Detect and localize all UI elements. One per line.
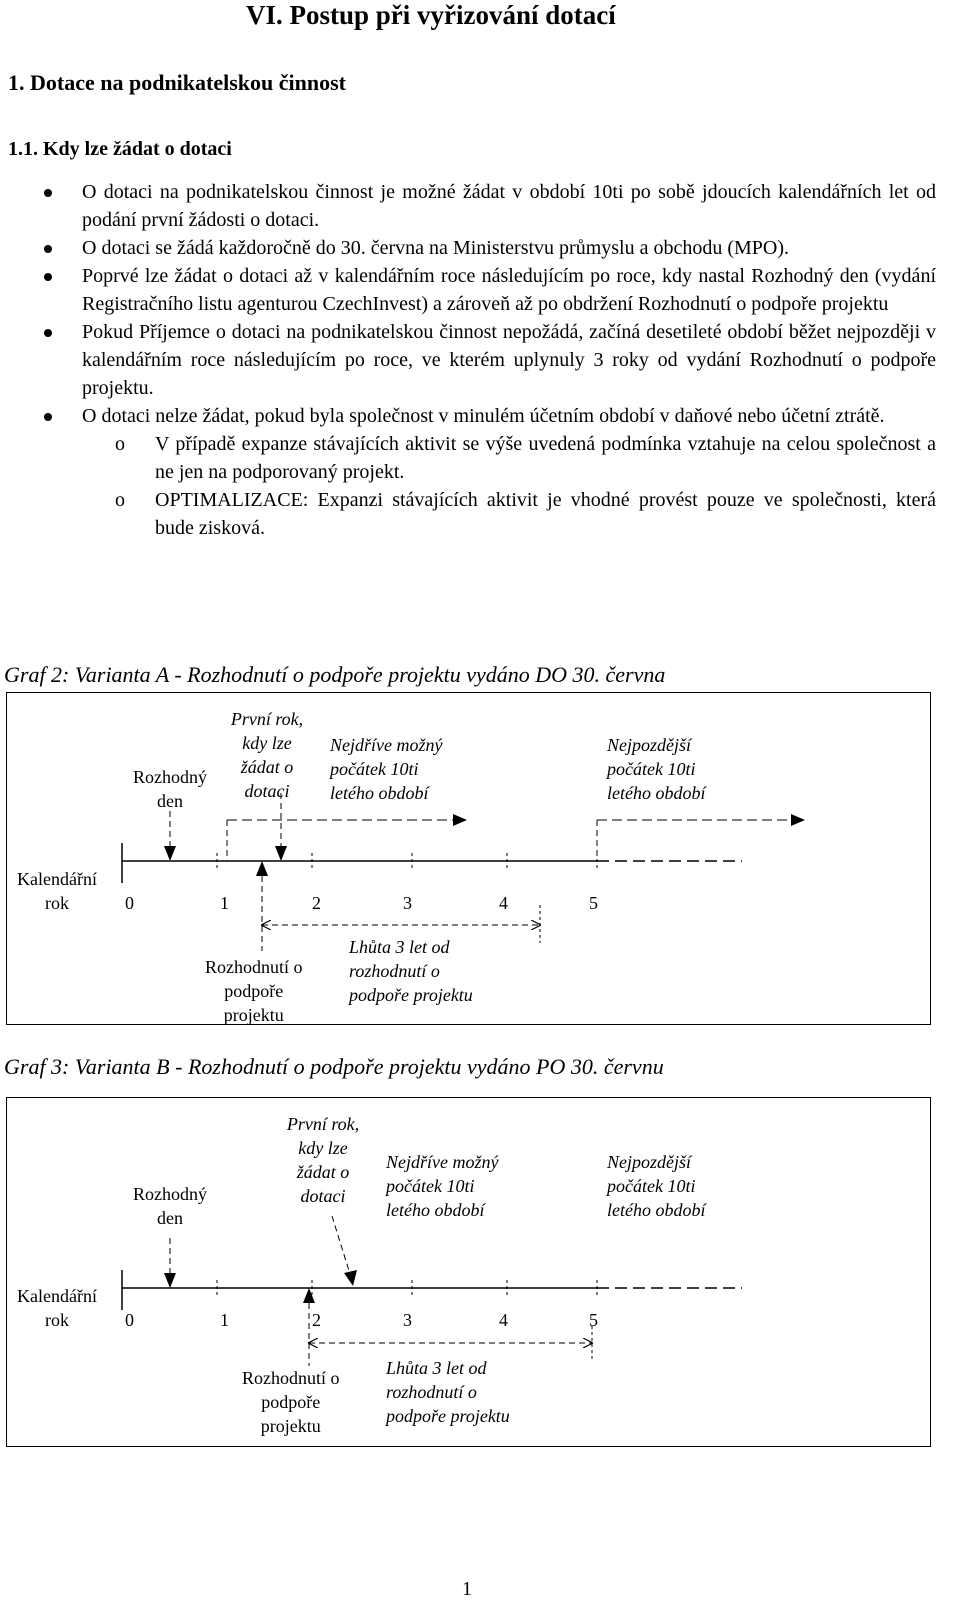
bullet-icon [44,245,52,253]
year-label: 5 [589,893,598,913]
rozhodnuti-label: Rozhodnutí o podpoře projektu [205,957,303,1025]
sub-list-item [115,486,936,542]
bullet-text: O dotaci se žádá každoročně do 30. června na Ministerstvu průmyslu a obchodu (MPO). [82,237,790,259]
bullet-text: O dotaci na podnikatelskou činnost je možné žádat v období 10ti po sobě jdoucích kalendářních let od podání první žádosti o dotaci. [82,181,936,231]
rozhodny-den-label: Rozhodný den [133,767,207,811]
prvni-rok-label: První rok, kdy lze žádat o dotaci [286,1114,360,1206]
bullet-text: Pokud Příjemce o dotaci na podnikatelskou činnost nepožádá, začíná desetileté období běžet nejpozději v kalendářním roce následujícím po roce, ve kterém uplynuly 3 roky od vydání Rozhodnutí o podpoře projektu. [82,321,936,399]
rozhodny-den-label: Rozhodný den [133,1184,207,1228]
bullet-icon [44,413,52,421]
bullet-text: O dotaci nelze žádat, pokud byla společnost v minulém účetním období v daňové nebo účetní ztrátě. [82,405,885,427]
page-number: 1 [462,1578,472,1600]
year-label: 5 [589,1310,598,1330]
prvni-rok-label: První rok, kdy lze žádat o dotaci [230,709,304,801]
list-item [82,234,936,262]
list-item [82,262,936,318]
kalendarni-rok-label: Kalendářní rok [17,869,97,913]
nejpozdeji-label: Nejpozdější počátek 10ti letého období [607,735,706,803]
graph2-diagram [6,692,931,1025]
year-label: 1 [220,1310,229,1330]
list-item [82,402,936,430]
bullet-icon [44,273,52,281]
subbullet-text: V případě expanze stávajících aktivit se výše uvedená podmínka vztahuje na celou společnost a ne jen na podporovaný projekt. [155,433,936,483]
year-label: 3 [403,1310,412,1330]
bullet-list [0,178,960,542]
chapter-title: VI. Postup při vyřizování dotací [246,0,616,30]
nejdrive-label: Nejdříve možný počátek 10ti letého období [330,735,443,803]
lhuta-label: Lhůta 3 let od rozhodnutí o podpoře projektu [386,1358,510,1426]
list-item [82,178,936,234]
sub-list-item [115,430,936,486]
circle-bullet-icon: o [115,433,125,455]
rozhodnuti-label: Rozhodnutí o podpoře projektu [242,1368,340,1436]
subsection-heading: 1.1. Kdy lze žádat o dotaci [8,138,232,160]
nejpozdeji-label: Nejpozdější počátek 10ti letého období [607,1152,706,1220]
year-label: 4 [499,1310,508,1330]
year-label: 3 [403,893,412,913]
list-item [82,318,936,402]
bullet-text: Poprvé lze žádat o dotaci až v kalendářním roce následujícím po roce, kdy nastal Rozhodný den (vydání Registračního listu agenturou CzechInvest) a zároveň až po obdržení Rozhodnutí o podpoře projektu [82,265,936,315]
kalendarni-rok-label: Kalendářní rok [17,1286,97,1330]
year-label: 0 [125,1310,134,1330]
graph3-diagram [6,1097,931,1447]
circle-bullet-icon: o [115,489,125,511]
graph2-caption: Graf 2: Varianta A - Rozhodnutí o podpoře projektu vydáno DO 30. června [4,662,666,687]
year-label: 2 [312,1310,321,1330]
bullet-icon [44,189,52,197]
bullet-icon [44,329,52,337]
year-label: 0 [125,893,134,913]
year-label: 1 [220,893,229,913]
section-heading: 1. Dotace na podnikatelskou činnost [8,70,347,95]
year-label: 2 [312,893,321,913]
graph3-caption: Graf 3: Varianta B - Rozhodnutí o podpoře projektu vydáno PO 30. červnu [4,1054,664,1079]
nejdrive-label: Nejdříve možný počátek 10ti letého období [386,1152,499,1220]
lhuta-label: Lhůta 3 let od rozhodnutí o podpoře projektu [349,937,473,1005]
year-label: 4 [499,893,508,913]
subbullet-text: OPTIMALIZACE: Expanzi stávajících aktivit je vhodné provést pouze ve společnosti, která bude zisková. [155,489,936,539]
